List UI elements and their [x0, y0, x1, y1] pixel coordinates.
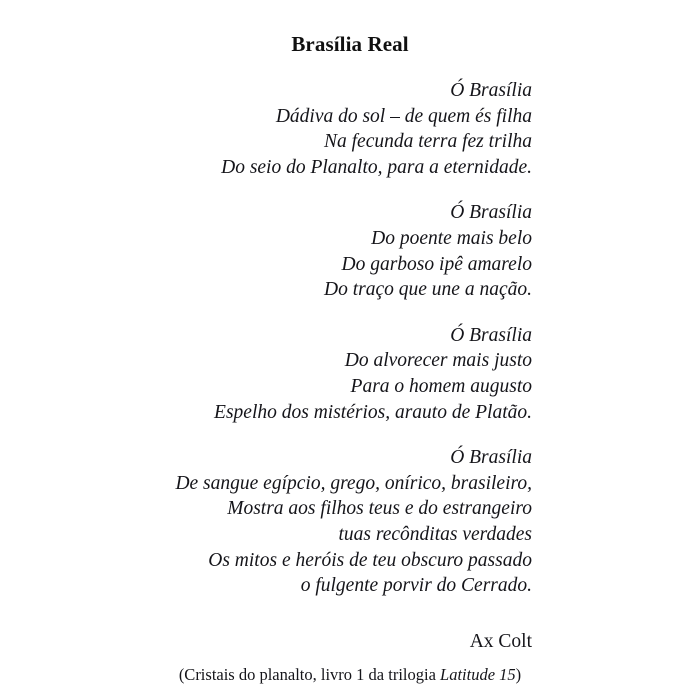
- stanza: [0, 200, 532, 302]
- verse-line: Ó Brasília: [450, 202, 532, 224]
- footnote-prefix: (Cristais do planalto, livro 1 da trilogia: [178, 665, 441, 684]
- verse-line: Espelho dos mistérios, arauto de Platão.: [214, 401, 532, 423]
- stanza: [0, 323, 532, 425]
- verse-line: Do poente mais belo: [371, 227, 532, 249]
- verse-line: Do seio do Planalto, para a eternidade.: [221, 156, 532, 178]
- footnote-work-title: Latitude 15: [440, 665, 516, 684]
- verse-line: Do traço que une a nação.: [324, 279, 532, 301]
- stanza: [0, 445, 532, 599]
- verse-line: Mostra aos filhos teus e do estrangeiro: [227, 498, 532, 520]
- stanza: [0, 78, 532, 180]
- verse-line: De sangue egípcio, grego, onírico, brasileiro,: [175, 472, 532, 494]
- verse-line: Ó Brasília: [450, 447, 532, 469]
- verse-line: Dádiva do sol – de quem és filha: [275, 105, 532, 127]
- verse-line: tuas recônditas verdades: [338, 523, 532, 545]
- author-signature: Ax Colt: [469, 631, 532, 652]
- verse-line: Os mitos e heróis de teu obscuro passado: [208, 549, 532, 571]
- verse-line: Ó Brasília: [450, 324, 532, 346]
- verse-line: Do garboso ipê amarelo: [341, 253, 532, 275]
- footnote-suffix: ): [515, 665, 522, 684]
- verse-line: o fulgente porvir do Cerrado.: [300, 575, 532, 597]
- verse-line: Ó Brasília: [450, 80, 532, 101]
- verse-line: Para o homem augusto: [350, 375, 532, 397]
- page-title: Brasília Real: [291, 32, 409, 57]
- poem-body: [0, 78, 532, 599]
- verse-line: Na fecunda terra fez trilha: [324, 131, 532, 153]
- source-footnote: [0, 664, 700, 685]
- verse-line: Do alvorecer mais justo: [344, 350, 532, 372]
